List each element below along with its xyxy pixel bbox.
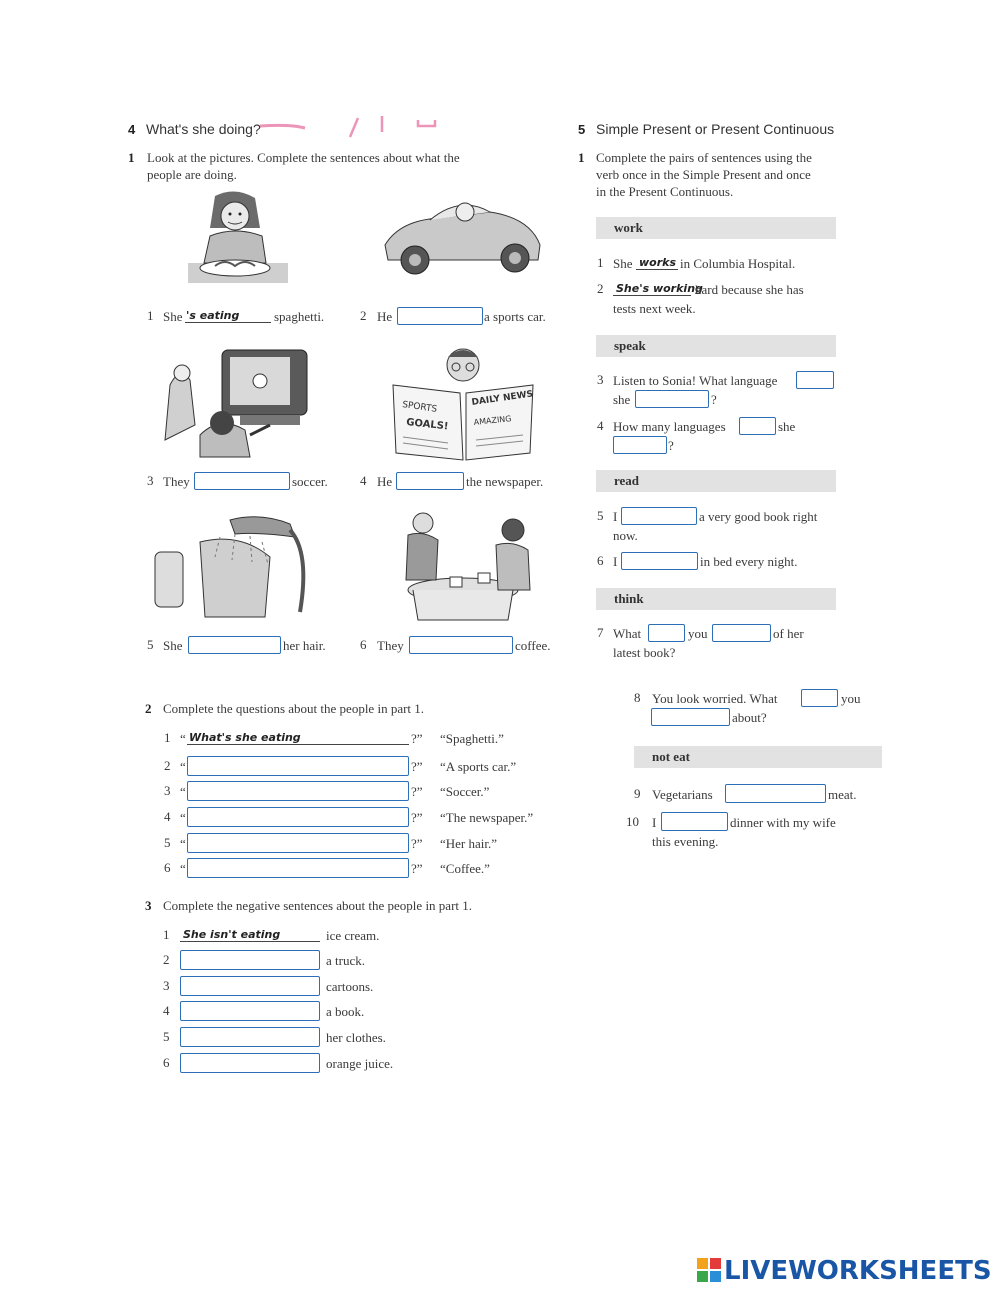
s5-item3-number: 3 [597,372,604,387]
ex1-item2-rest: a sports car. [484,309,546,324]
ex1-item6-number: 6 [360,637,367,652]
s5-item4-input2[interactable] [613,436,667,454]
s5-item4-a: How many languages [613,419,726,434]
verb-not-eat: not eat [652,749,690,764]
ex1-item1-underline [185,322,271,323]
s5-instruction-line1: Complete the pairs of sentences using the [596,150,812,165]
ex3-item5-rest: her clothes. [326,1030,386,1045]
ex2-item6-number: 6 [164,860,171,875]
verb-read: read [614,473,640,488]
s5-item7-d: latest book? [613,645,676,660]
ex2-item4-reply: “The newspaper.” [440,810,534,825]
verb-bar-work [596,217,836,239]
verb-bar-not-eat [634,746,882,768]
ex3-item1-number: 1 [163,927,170,942]
girl-eating-spaghetti-illustration [180,188,295,288]
pink-scribble-marks [250,112,450,142]
ex2-item2-input[interactable] [187,756,409,776]
s5-item6-input[interactable] [621,552,698,570]
section-5-number: 5 [578,122,586,137]
s5-item2-answer: She's working [616,282,703,295]
newspaper-masthead-text: DAILY NEWS [471,389,534,408]
ex3-item3-input[interactable] [180,976,320,996]
s5-item4-number: 4 [597,418,604,433]
ex2-item1-underline [187,744,409,745]
ex1-item1-number: 1 [147,308,154,323]
ex1-instruction-line1: Look at the pictures. Complete the sentences about what the [147,150,460,165]
newspaper-amazing-text: AMAZING [473,414,512,427]
s5-item8-number: 8 [634,690,641,705]
s5-item7-a: What [613,626,642,641]
s5-item3-a: Listen to Sonia! What language [613,373,778,388]
section-5-title: Simple Present or Present Continuous [596,121,835,137]
ex1-item1-answer: 's eating [186,309,240,322]
s5-item6-number: 6 [597,553,604,568]
ex2-item2-open-quote: “ [180,759,186,774]
s5-item4-b: she [778,419,796,434]
s5-item1-a: She [613,256,633,271]
s5-item6-b: in bed every night. [700,554,798,569]
ex1-item2-subject: He [377,309,393,324]
s5-item9-number: 9 [634,786,641,801]
ex1-item5-rest: her hair. [283,638,326,653]
watching-soccer-tv-illustration [150,345,315,460]
washing-hair-illustration [150,512,320,620]
ex2-item4-input[interactable] [187,807,409,827]
section-4-number: 4 [128,122,136,137]
s5-item10-c: this evening. [652,834,719,849]
ex2-item3-reply: “Soccer.” [440,784,490,799]
ex1-item2-input[interactable] [397,307,483,325]
verb-bar-read [596,470,836,492]
ex1-item3-subject: They [163,474,190,489]
ex2-item3-open-quote: “ [180,784,186,799]
ex3-item4-number: 4 [163,1003,170,1018]
ex3-item4-input[interactable] [180,1001,320,1021]
ex3-item3-rest: cartoons. [326,979,374,994]
s5-item8-b: you [841,691,861,706]
verb-bar-think [596,588,836,610]
s5-item8-input1[interactable] [801,689,838,707]
ex2-item5-open-quote: “ [180,836,186,851]
ex1-item1-rest: spaghetti. [274,309,325,324]
ex2-item2-reply: “A sports car.” [440,759,517,774]
ex1-instruction-line2: people are doing. [147,167,237,182]
ex3-item2-rest: a truck. [326,953,365,968]
ex1-item5-subject: She [163,638,183,653]
verb-work: work [614,220,643,235]
verb-bar-speak [596,335,836,357]
verb-speak: speak [614,338,646,353]
ex1-item4-input[interactable] [396,472,464,490]
s5-item1-number: 1 [597,255,604,270]
s5-item2-number: 2 [597,281,604,296]
s5-item2-underline [613,295,691,296]
ex2-item6-open-quote: “ [180,861,186,876]
ex2-item4-close: ?” [411,810,423,825]
ex2-number: 2 [145,701,152,716]
s5-item8-a: You look worried. What [652,691,778,706]
s5-item5-a: I [613,509,618,524]
ex2-item4-number: 4 [164,809,171,824]
s5-item10-b: dinner with my wife [730,815,836,830]
ex1-item1-subject: She [163,309,183,324]
ex2-item1-reply: “Spaghetti.” [440,731,504,746]
s5-instruction-line3: in the Present Continuous. [596,184,734,199]
ex2-item2-number: 2 [164,758,171,773]
s5-item5-number: 5 [597,508,604,523]
ex2-item1-answer: What's she eating [189,731,301,744]
ex1-item4-number: 4 [360,473,367,488]
ex1-item5-number: 5 [147,637,154,652]
ex1-item6-rest: coffee. [515,638,551,653]
ex2-item2-close: ?” [411,759,423,774]
drinking-coffee-illustration [388,505,538,623]
ex1-item3-input[interactable] [194,472,290,490]
ex2-item5-number: 5 [164,835,171,850]
ex3-item6-input[interactable] [180,1053,320,1073]
s5-item2-b: hard because she has [695,282,804,297]
ex3-instruction: Complete the negative sentences about the people in part 1. [163,898,473,913]
newspaper-sports-text: SPORTS [401,400,438,415]
ex3-item6-rest: orange juice. [326,1056,394,1071]
ex3-item3-number: 3 [163,978,170,993]
s5-item9-input[interactable] [725,784,826,803]
s5-item7-input2[interactable] [712,624,771,642]
s5-item9-b: meat. [828,787,857,802]
ex1-item5-input[interactable] [188,636,281,654]
ex2-instruction: Complete the questions about the people in part 1. [163,701,425,716]
verb-think: think [614,591,644,606]
s5-instruction-line2: verb once in the Simple Present and once [596,167,811,182]
ex2-item5-close: ?” [411,836,423,851]
s5-item3-input2[interactable] [635,390,709,408]
ex2-item3-input[interactable] [187,781,409,801]
s5-item10-a: I [652,815,657,830]
ex1-item6-subject: They [377,638,404,653]
ex2-item6-input[interactable] [187,858,409,878]
ex2-item5-reply: “Her hair.” [440,836,498,851]
sports-car-illustration [380,190,545,285]
ex3-item5-number: 5 [163,1029,170,1044]
s5-item3-c: ? [711,392,717,407]
ex3-item1-rest: ice cream. [326,928,380,943]
ex2-item6-close: ?” [411,861,423,876]
s5-item7-number: 7 [597,625,604,640]
s5-item8-input2[interactable] [651,708,730,726]
s5-item10-number: 10 [626,814,639,829]
ex1-item4-rest: the newspaper. [466,474,544,489]
ex3-item4-rest: a book. [326,1004,365,1019]
ex1-number: 1 [128,150,135,165]
s5-item1-underline [636,269,678,270]
ex3-item1-answer: She isn't eating [183,928,281,941]
ex2-item1-open-quote: “ [180,731,186,746]
s5-item7-input1[interactable] [648,624,685,642]
s5-item3-b: she [613,392,631,407]
ex3-item1-underline [180,941,320,942]
s5-item4-c: ? [668,438,674,453]
s5-item7-c: of her [773,626,804,641]
s5-item1-answer: works [639,256,677,269]
s5-item1-b: in Columbia Hospital. [680,256,796,271]
ex3-item5-input[interactable] [180,1027,320,1047]
s5-item2-c: tests next week. [613,301,696,316]
ex3-item6-number: 6 [163,1055,170,1070]
ex2-item3-close: ?” [411,784,423,799]
ex3-item2-number: 2 [163,952,170,967]
ex1-item4-subject: He [377,474,393,489]
s5-item6-a: I [613,554,618,569]
reading-newspaper-illustration [388,345,538,463]
ex3-item2-input[interactable] [180,950,320,970]
ex1-item6-input[interactable] [409,636,513,654]
s5-item4-input1[interactable] [739,417,776,435]
ex2-item6-reply: “Coffee.” [440,861,490,876]
newspaper-goals-text: GOALS! [405,417,449,433]
ex2-item1-close: ?” [411,731,423,746]
s5-item10-input[interactable] [661,812,728,831]
s5-item5-c: now. [613,528,638,543]
liveworksheets-logo-icon [697,1258,721,1282]
s5-ex1-number: 1 [578,150,585,165]
ex2-item1-number: 1 [164,730,171,745]
ex1-item3-number: 3 [147,473,154,488]
s5-item9-a: Vegetarians [652,787,713,802]
ex2-item3-number: 3 [164,783,171,798]
s5-item3-input1[interactable] [796,371,834,389]
s5-item8-c: about? [732,710,767,725]
liveworksheets-logo-text: LIVEWORKSHEETS [724,1256,992,1286]
s5-item5-input[interactable] [621,507,697,525]
s5-item7-b: you [688,626,708,641]
ex1-item3-rest: soccer. [292,474,328,489]
s5-item5-b: a very good book right [699,509,818,524]
ex2-item4-open-quote: “ [180,810,186,825]
ex1-item2-number: 2 [360,308,367,323]
ex2-item5-input[interactable] [187,833,409,853]
section-4-title: What's she doing? [146,121,261,137]
ex3-number: 3 [145,898,152,913]
